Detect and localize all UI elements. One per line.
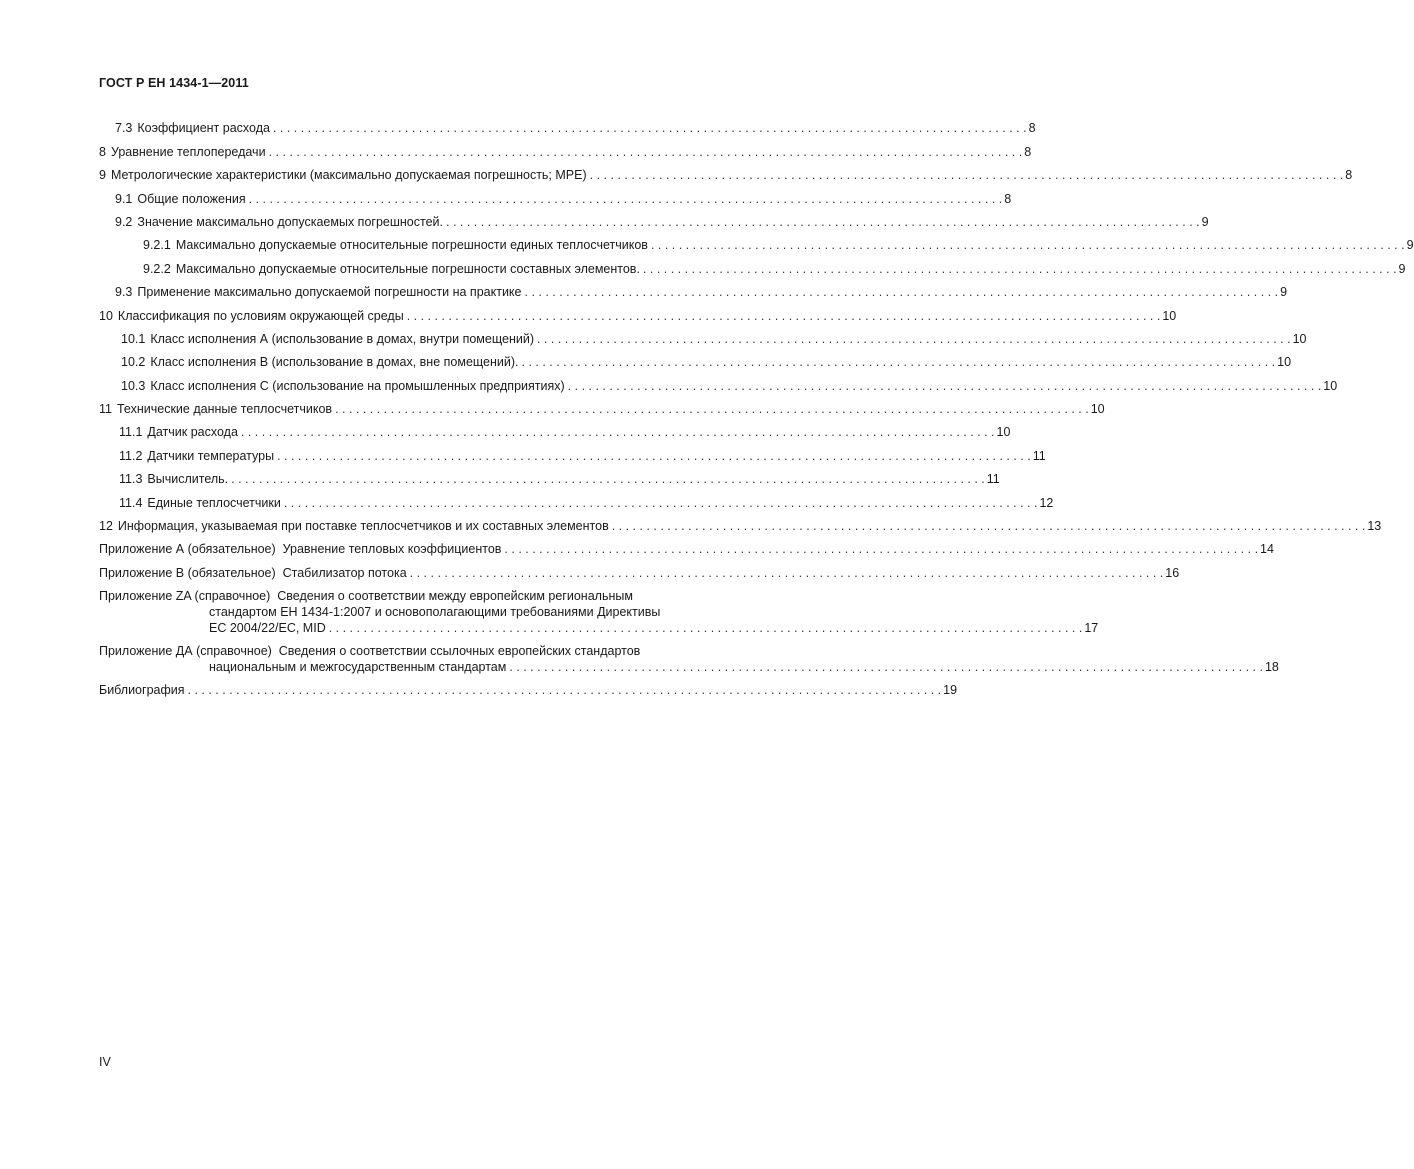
toc-title: Классификация по условиям окружающей среды xyxy=(117,308,404,323)
toc-title-line: стандартом ЕН 1434-1:2007 и основополагающими требованиями Директивы xyxy=(209,604,661,619)
document-header: ГОСТ Р ЕН 1434-1—2011 xyxy=(99,76,249,90)
toc-title-line: национальным и межгосударственным стандартам xyxy=(209,659,507,674)
toc-title: Датчики температуры xyxy=(147,448,275,463)
toc-entry-10-3[interactable] xyxy=(99,370,1338,393)
toc-entry-7-3[interactable] xyxy=(99,113,1036,136)
toc-leader xyxy=(537,331,1291,347)
toc-entry-10[interactable] xyxy=(99,300,1177,323)
toc-number: 11.2 xyxy=(119,448,143,463)
toc-title: Максимально допускаемые относительные погрешности составных элементов. xyxy=(175,261,640,276)
toc-page: 10 xyxy=(1090,402,1105,417)
toc-title: Максимально допускаемые относительные погрешности единых теплосчетчиков xyxy=(175,238,648,253)
toc-page: 10 xyxy=(1323,378,1338,393)
toc-entry-10-2[interactable] xyxy=(99,347,1292,370)
toc-title: Технические данные теплосчетчиков xyxy=(116,402,333,417)
toc-number: 12 xyxy=(99,519,113,534)
toc-page: 8 xyxy=(1028,121,1036,136)
toc-title: Класс исполнения С (использование на промышленных предприятиях) xyxy=(150,378,565,393)
toc-number: 9 xyxy=(99,168,106,183)
toc-title: Уравнение теплопередачи xyxy=(110,144,266,159)
toc-title-line: ЕС 2004/22/ЕС, MID xyxy=(209,620,326,635)
toc-entry-9-2[interactable] xyxy=(99,207,1209,230)
toc-leader xyxy=(643,261,1397,277)
toc-number: 9.1 xyxy=(115,191,133,206)
toc-number: 9.2 xyxy=(115,214,133,229)
toc-page: 8 xyxy=(1024,144,1032,159)
toc-entry-11[interactable] xyxy=(99,394,1105,417)
toc-title-line: Приложение ZA (справочное) Сведения о соответствии между европейским региональным xyxy=(99,588,633,603)
toc-title: Класс исполнения В (использование в домах, вне помещений). xyxy=(150,355,519,370)
toc-entry-11-3[interactable] xyxy=(99,464,1000,487)
toc-leader xyxy=(446,214,1200,230)
toc-leader xyxy=(284,495,1038,511)
toc-page: 10 xyxy=(1162,308,1177,323)
toc-number: 10 xyxy=(99,308,113,323)
toc-entry-9-3[interactable] xyxy=(99,277,1288,300)
toc-leader xyxy=(269,144,1023,160)
toc-leader xyxy=(273,120,1027,136)
toc-page: 9 xyxy=(1398,261,1406,276)
toc-page: 13 xyxy=(1367,519,1382,534)
toc-page: 18 xyxy=(1264,659,1279,674)
toc-number: 10.3 xyxy=(121,378,146,393)
toc-title: Датчик расхода xyxy=(147,425,238,440)
toc-number: 10.1 xyxy=(121,331,146,346)
toc-leader xyxy=(590,167,1344,183)
toc-leader xyxy=(329,620,1083,636)
toc-page: 10 xyxy=(1292,331,1307,346)
toc-entry-annex-a[interactable] xyxy=(99,534,1274,557)
toc-entry-bibliography[interactable] xyxy=(99,675,958,698)
toc-page: 9 xyxy=(1280,285,1288,300)
toc-page: 17 xyxy=(1084,620,1099,635)
toc-entry-11-1[interactable] xyxy=(99,417,1011,440)
toc-page: 10 xyxy=(1277,355,1292,370)
toc-title: Единые теплосчетчики xyxy=(147,495,281,510)
toc-title: Метрологические характеристики (максимально допускаемая погрешность; МРЕ) xyxy=(110,168,587,183)
toc-page: 19 xyxy=(943,683,958,698)
toc-leader xyxy=(509,659,1263,675)
toc-number: 8 xyxy=(99,144,106,159)
toc-title: Вычислитель. xyxy=(147,472,229,487)
toc-page: 10 xyxy=(996,425,1011,440)
toc-number: 11.1 xyxy=(119,425,143,440)
toc-number: 11.3 xyxy=(119,472,143,487)
toc-entry-9[interactable] xyxy=(99,160,1353,183)
toc-entry-annex-za[interactable] xyxy=(99,581,1099,636)
toc-number: 10.2 xyxy=(121,355,146,370)
toc-entry-9-2-1[interactable] xyxy=(99,230,1414,253)
toc-leader xyxy=(241,424,995,440)
toc-entry-11-2[interactable] xyxy=(99,440,1046,463)
toc-leader xyxy=(231,471,985,487)
toc-leader xyxy=(188,682,942,698)
toc-leader xyxy=(612,518,1366,534)
toc-entry-9-1[interactable] xyxy=(99,183,1012,206)
toc-number: 7.3 xyxy=(115,121,133,136)
toc-number: 9.2.1 xyxy=(143,238,171,253)
toc-page: 14 xyxy=(1260,542,1274,557)
toc-page: 9 xyxy=(1201,214,1209,229)
toc-page: 12 xyxy=(1039,495,1054,510)
toc-entry-10-1[interactable] xyxy=(99,324,1307,347)
toc-entry-annex-b[interactable] xyxy=(99,557,1180,580)
toc-title: Библиография xyxy=(99,683,185,698)
toc-leader xyxy=(277,448,1031,464)
toc-leader xyxy=(407,308,1161,324)
toc-entry-11-4[interactable] xyxy=(99,487,1054,510)
toc-page: 11 xyxy=(986,472,1000,487)
toc-page: 8 xyxy=(1004,191,1012,206)
toc-title: Класс исполнения А (использование в домах, внутри помещений) xyxy=(150,331,534,346)
toc-title: Общие положения xyxy=(137,191,246,206)
toc-page: 16 xyxy=(1165,565,1180,580)
toc-leader xyxy=(504,541,1258,557)
toc-leader xyxy=(249,191,1003,207)
toc-number: 11 xyxy=(99,402,112,417)
toc-leader xyxy=(525,284,1279,300)
toc-title: Приложение А (обязательное) Уравнение тепловых коэффициентов xyxy=(99,542,502,557)
toc-number: 9.2.2 xyxy=(143,261,171,276)
toc-number: 11.4 xyxy=(119,495,143,510)
toc-entry-9-2-2[interactable] xyxy=(99,253,1406,276)
toc-leader xyxy=(651,237,1405,253)
toc-title: Коэффициент расхода xyxy=(137,121,270,136)
toc-leader xyxy=(335,401,1089,417)
toc-leader xyxy=(410,565,1164,581)
toc-leader xyxy=(522,354,1276,370)
toc-page: 9 xyxy=(1406,238,1414,253)
toc-page: 11 xyxy=(1032,448,1046,463)
toc-entry-12[interactable] xyxy=(99,511,1382,534)
toc-number: 9.3 xyxy=(115,285,133,300)
toc-title: Приложение В (обязательное) Стабилизатор потока xyxy=(99,565,407,580)
toc-leader xyxy=(568,378,1322,394)
table-of-contents xyxy=(99,113,1414,698)
toc-title: Применение максимально допускаемой погрешности на практике xyxy=(137,285,522,300)
toc-entry-8[interactable] xyxy=(99,136,1032,159)
toc-page: 8 xyxy=(1345,168,1353,183)
toc-title-line: Приложение ДА (справочное) Сведения о соответствии ссылочных европейских стандартов xyxy=(99,643,641,658)
page-number: IV xyxy=(99,1055,111,1069)
toc-title: Значение максимально допускаемых погрешностей. xyxy=(137,214,443,229)
toc-title: Информация, указываемая при поставке теплосчетчиков и их составных элементов xyxy=(117,519,609,534)
toc-entry-annex-da[interactable] xyxy=(99,636,1279,675)
